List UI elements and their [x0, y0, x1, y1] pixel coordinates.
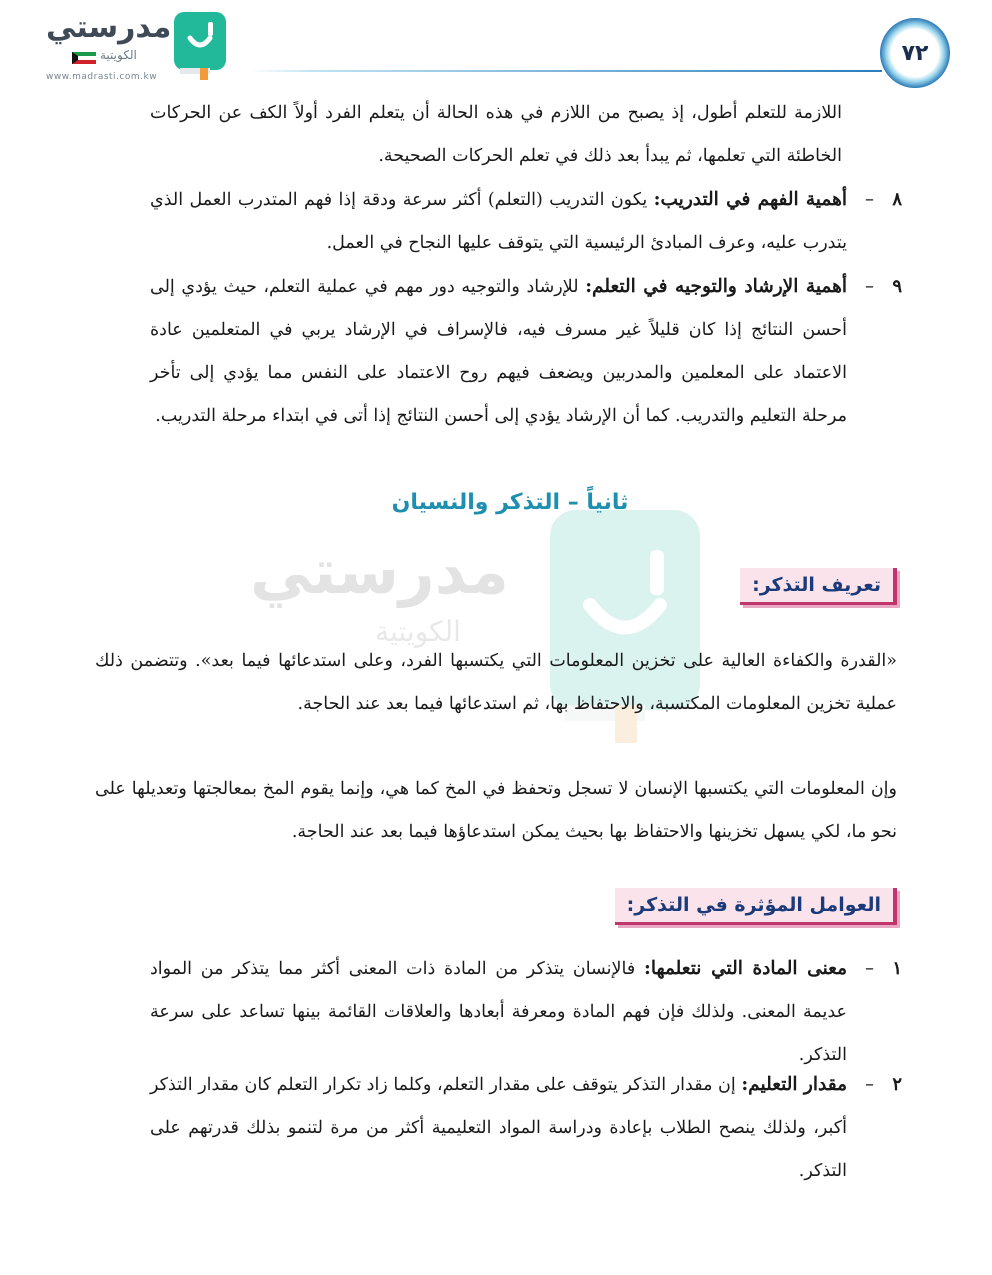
item-body [150, 178, 847, 265]
logo-url: www.madrasti.com.kw [46, 72, 158, 82]
item-body [150, 947, 847, 1077]
item-number: ١ [892, 958, 902, 979]
definition-heading-box: تعريف التذكر: [740, 568, 897, 605]
item-text: إن مقدار التذكر يتوقف على مقدار التعلم، وكلما زاد تكرار التعلم كان مقدار التذكر أكبر، ولذلك ينصح الطلاب بإعادة ودراسة المواد التعليمية أكثر من مرة لتنمو بذلك قدرتهم على التذكر. [150, 1075, 847, 1181]
item-heading: مقدار التعليم: [741, 1074, 847, 1095]
memory-paragraph: وإن المعلومات التي يكتسبها الإنسان لا تسجل وتحفظ في المخ كما هي، وإنما يقوم المخ بمعالجتها وتعديلها على نحو ما، لكي يسهل تخزينها والاحتفاظ بها بحيث يمكن استدعاؤها فيما بعد عند الحاجة. [95, 779, 897, 842]
list-item [150, 265, 902, 465]
watermark-word: مدرستي [250, 535, 509, 608]
logo-word: مدرستي [46, 10, 172, 45]
list-item [150, 947, 902, 1077]
list-item [150, 1063, 902, 1193]
item-text: فالإنسان يتذكر من المادة ذات المعنى أكثر مما يتذكر من المواد عديمة المعنى. ولذلك فإن فهم المادة ومعرفة أبعادها والعلاقات القائمة بينها تساعد على سرعة التذكر. [150, 959, 847, 1065]
item-text: يكون التدريب (التعلم) أكثر سرعة ودقة إذا فهم المتدرب العمل الذي يتدرب عليه، وعرف المبادئ الرئيسية التي يتوقف عليها النجاح في العمل. [150, 190, 847, 253]
logo-subtitle: الكويتية [100, 48, 137, 62]
book-logo-icon [170, 10, 230, 80]
item-dash: – [865, 958, 874, 979]
header-rule [250, 70, 882, 72]
item-dash: – [865, 189, 874, 210]
list-item [150, 178, 902, 268]
item-number: ٩ [892, 276, 902, 297]
intro-paragraph: اللازمة للتعلم أطول، إذ يصبح من اللازم في هذه الحالة أن يتعلم الفرد أولاً الكف عن الحركات الخاطئة التي تعلمها، ثم يبدأ بعد ذلك في تعلم الحركات الصحيحة. [150, 103, 842, 166]
item-body [150, 1063, 847, 1193]
kuwait-flag-icon [72, 52, 96, 64]
item-dash: – [865, 1074, 874, 1095]
item-heading: أهمية الإرشاد والتوجيه في التعلم: [585, 276, 847, 297]
item-body [150, 265, 847, 438]
item-number: ٨ [892, 189, 902, 210]
definition-paragraph: «القدرة والكفاءة العالية على تخزين المعلومات التي يكتسبها الفرد، وعلى استدعائها فيما بعد». وتتضمن ذلك عملية تخزين المعلومات المكتسبة، والاحتفاظ بها، ثم استدعائها فيما بعد عند الحاجة. [95, 651, 897, 714]
watermark-subtitle: الكويتية [375, 615, 461, 648]
page-number: ٧٢ [901, 40, 929, 66]
item-heading: معنى المادة التي نتعلمها: [643, 958, 847, 979]
page-number-badge [880, 18, 950, 88]
item-text: للإرشاد والتوجيه دور مهم في عملية التعلم، حيث يؤدي إلى أحسن النتائج إذا كان قليلاً غير مسرف فيه، فالإسراف في الإرشاد يربي في المتعلمين عادة الاعتماد على المعلمين والمدربين ويضعف فيهم روح الاعتماد على النفس مما يؤدي إلى تأخر مرحلة التعليم والتدريب. كما أن الإرشاد يؤدي إلى أحسن النتائج إذا أتى في ابتداء مرحلة التدريب. [150, 277, 847, 426]
factors-heading-box: العوامل المؤثرة في التذكر: [615, 888, 897, 925]
item-dash: – [865, 276, 874, 297]
item-heading: أهمية الفهم في التدريب: [653, 189, 847, 210]
section-title: ثانياً – التذكر والنسيان [391, 490, 629, 515]
madrasti-logo [40, 10, 240, 90]
item-number: ٢ [892, 1074, 902, 1095]
